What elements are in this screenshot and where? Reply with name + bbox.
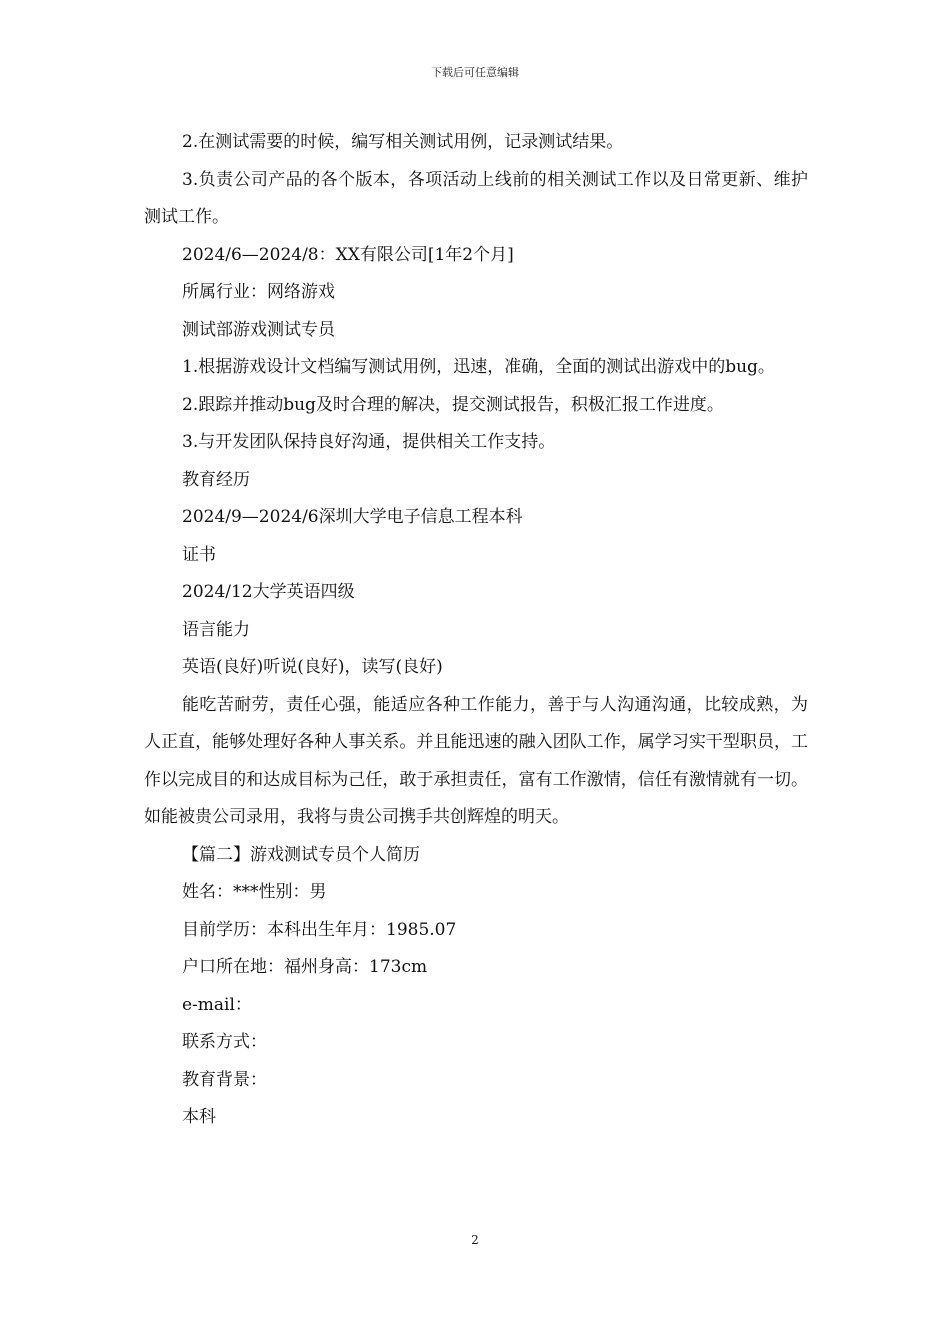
paragraph: 所属行业：网络游戏 [182, 282, 335, 302]
paragraph: 联系方式： [182, 1032, 267, 1052]
document-body [144, 124, 808, 1137]
paragraph: 2024/12大学英语四级 [182, 582, 355, 602]
page-header: 下载后可任意编辑 [431, 66, 519, 79]
paragraph: 2.在测试需要的时候，编写相关测试用例，记录测试结果。 [182, 132, 624, 152]
paragraph: 测试部游戏测试专员 [182, 319, 335, 340]
section-heading-education: 教育经历 [182, 469, 250, 490]
paragraph: 教育背景： [182, 1069, 267, 1090]
paragraph: 2024/6—2024/8：XX有限公司[1年2个月] [182, 244, 514, 265]
page-number: 2 [471, 1233, 479, 1247]
paragraph: 3.与开发团队保持良好沟通，提供相关工作支持。 [182, 432, 556, 452]
self-evaluation-paragraph: 能吃苦耐劳，责任心强，能适应各种工作能力，善于与人沟通沟通，比较成熟，为人正直，能够处理好各种人事关系。并且能迅速的融入团队工作，属学习实干型职员，工作以完成目的和达成目标为己任，敢于承担责任，富有工作激情，信任有激情就有一切。如能被贵公司录用，我将与贵公司携手共创辉煌的明天。 [144, 694, 808, 827]
paragraph: 3.负责公司产品的各个版本，各项活动上线前的相关测试工作以及日常更新、维护测试工作。 [144, 169, 808, 227]
paragraph: 2024/9—2024/6深圳大学电子信息工程本科 [182, 507, 523, 527]
section-heading-language: 语言能力 [182, 619, 250, 640]
paragraph: 2.跟踪并推动bug及时合理的解决，提交测试报告，积极汇报工作进度。 [182, 394, 724, 415]
paragraph: e-mail： [182, 994, 252, 1015]
paragraph: 英语(良好)听说(良好)，读写(良好) [182, 657, 443, 677]
section-heading-certificates: 证书 [182, 544, 216, 565]
paragraph: 姓名：***性别：男 [182, 882, 327, 902]
paragraph: 本科 [182, 1107, 216, 1127]
paragraph: 目前学历：本科出生年月：1985.07 [182, 919, 457, 940]
section-heading-part-two: 【篇二】游戏测试专员个人简历 [182, 844, 420, 865]
paragraph: 1.根据游戏设计文档编写测试用例，迅速，准确，全面的测试出游戏中的bug。 [182, 357, 775, 377]
paragraph: 户口所在地：福州身高：173cm [182, 957, 428, 977]
